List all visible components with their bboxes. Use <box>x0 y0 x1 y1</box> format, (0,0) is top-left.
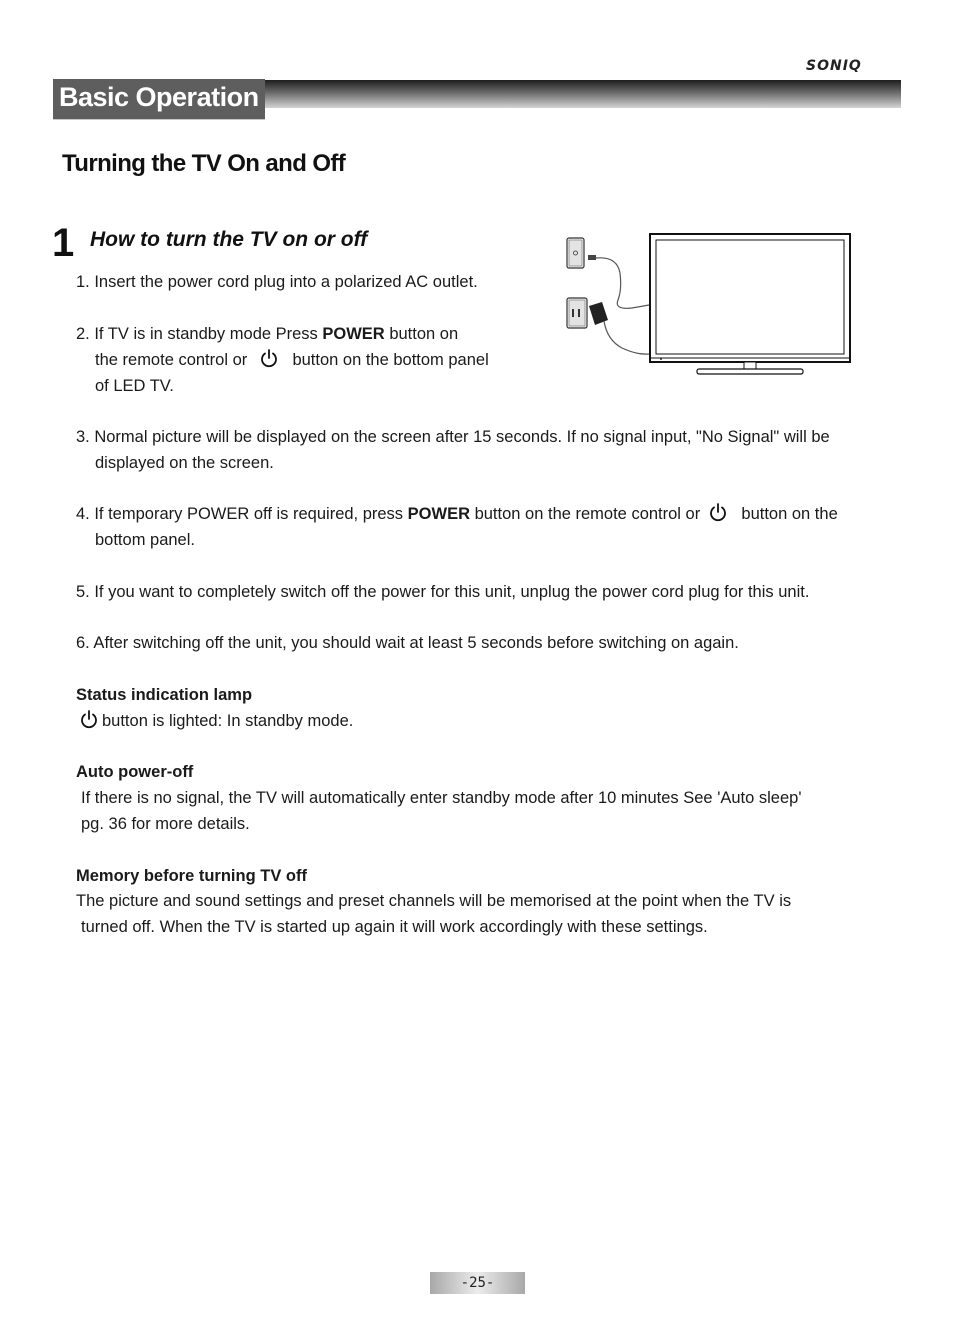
memory-line-1: The picture and sound settings and preset channels will be memorised at the point when the TV is <box>76 892 792 910</box>
instruction-4-text-c: button on the <box>741 505 838 523</box>
instruction-1: 1. Insert the power cord plug into a polarized AC outlet. <box>76 273 478 291</box>
auto-power-off-line-1: If there is no signal, the TV will automatically enter standby mode after 10 minutes See 'Auto sleep' <box>81 789 802 807</box>
step-title: How to turn the TV on or off <box>90 228 368 251</box>
tv-icon <box>650 234 850 374</box>
power-outlet-icon <box>567 298 587 328</box>
instruction-2-line-1 <box>76 321 458 347</box>
auto-power-off-heading: Auto power-off <box>76 763 194 781</box>
status-lamp-description: button is lighted: In standby mode. <box>102 712 354 730</box>
power-keyword: POWER <box>407 505 470 523</box>
instruction-5: 5. If you want to completely switch off the power for this unit, unplug the power cord plug for this unit. <box>76 583 810 601</box>
status-lamp-text <box>80 708 353 734</box>
instruction-3-line-2: displayed on the screen. <box>95 454 274 472</box>
power-icon <box>709 503 727 522</box>
instruction-2-text-c: the remote control or <box>95 351 248 369</box>
page-number: -25- <box>460 1275 495 1291</box>
power-icon <box>80 710 98 729</box>
section-header <box>53 79 265 120</box>
step-number: 1 <box>52 221 75 265</box>
instruction-2-text-d: button on the bottom panel <box>292 351 489 369</box>
instruction-4-text-a: 4. If temporary POWER off is required, press <box>76 505 408 523</box>
power-keyword: POWER <box>322 325 385 343</box>
page-number-badge <box>430 1272 525 1294</box>
antenna-socket-icon <box>567 238 584 268</box>
tv-plug-illustration <box>562 228 854 380</box>
power-icon <box>260 349 278 368</box>
instruction-2-line-2 <box>95 347 489 373</box>
instruction-2-text-a: 2. If TV is in standby mode Press <box>76 325 323 343</box>
instruction-3-line-1: 3. Normal picture will be displayed on the screen after 15 seconds. If no signal input, "No Signal" will be <box>76 428 830 446</box>
instruction-2-line-3: of LED TV. <box>95 377 174 395</box>
page-title: Turning the TV On and Off <box>62 150 346 177</box>
status-lamp-heading: Status indication lamp <box>76 686 253 704</box>
memory-line-2: turned off. When the TV is started up again it will work accordingly with these settings. <box>81 918 708 936</box>
instruction-4-line-2: bottom panel. <box>95 531 195 549</box>
instruction-2-text-b: button on <box>384 325 459 343</box>
brand-logo: SONIQ <box>806 58 862 74</box>
instruction-6: 6. After switching off the unit, you should wait at least 5 seconds before switching on again. <box>76 634 739 652</box>
instruction-4-line-1 <box>76 501 838 527</box>
memory-heading: Memory before turning TV off <box>76 867 307 885</box>
section-title: Basic Operation <box>59 82 259 112</box>
instruction-4-text-b: button on the remote control or <box>470 505 701 523</box>
auto-power-off-line-2: pg. 36 for more details. <box>81 815 250 833</box>
